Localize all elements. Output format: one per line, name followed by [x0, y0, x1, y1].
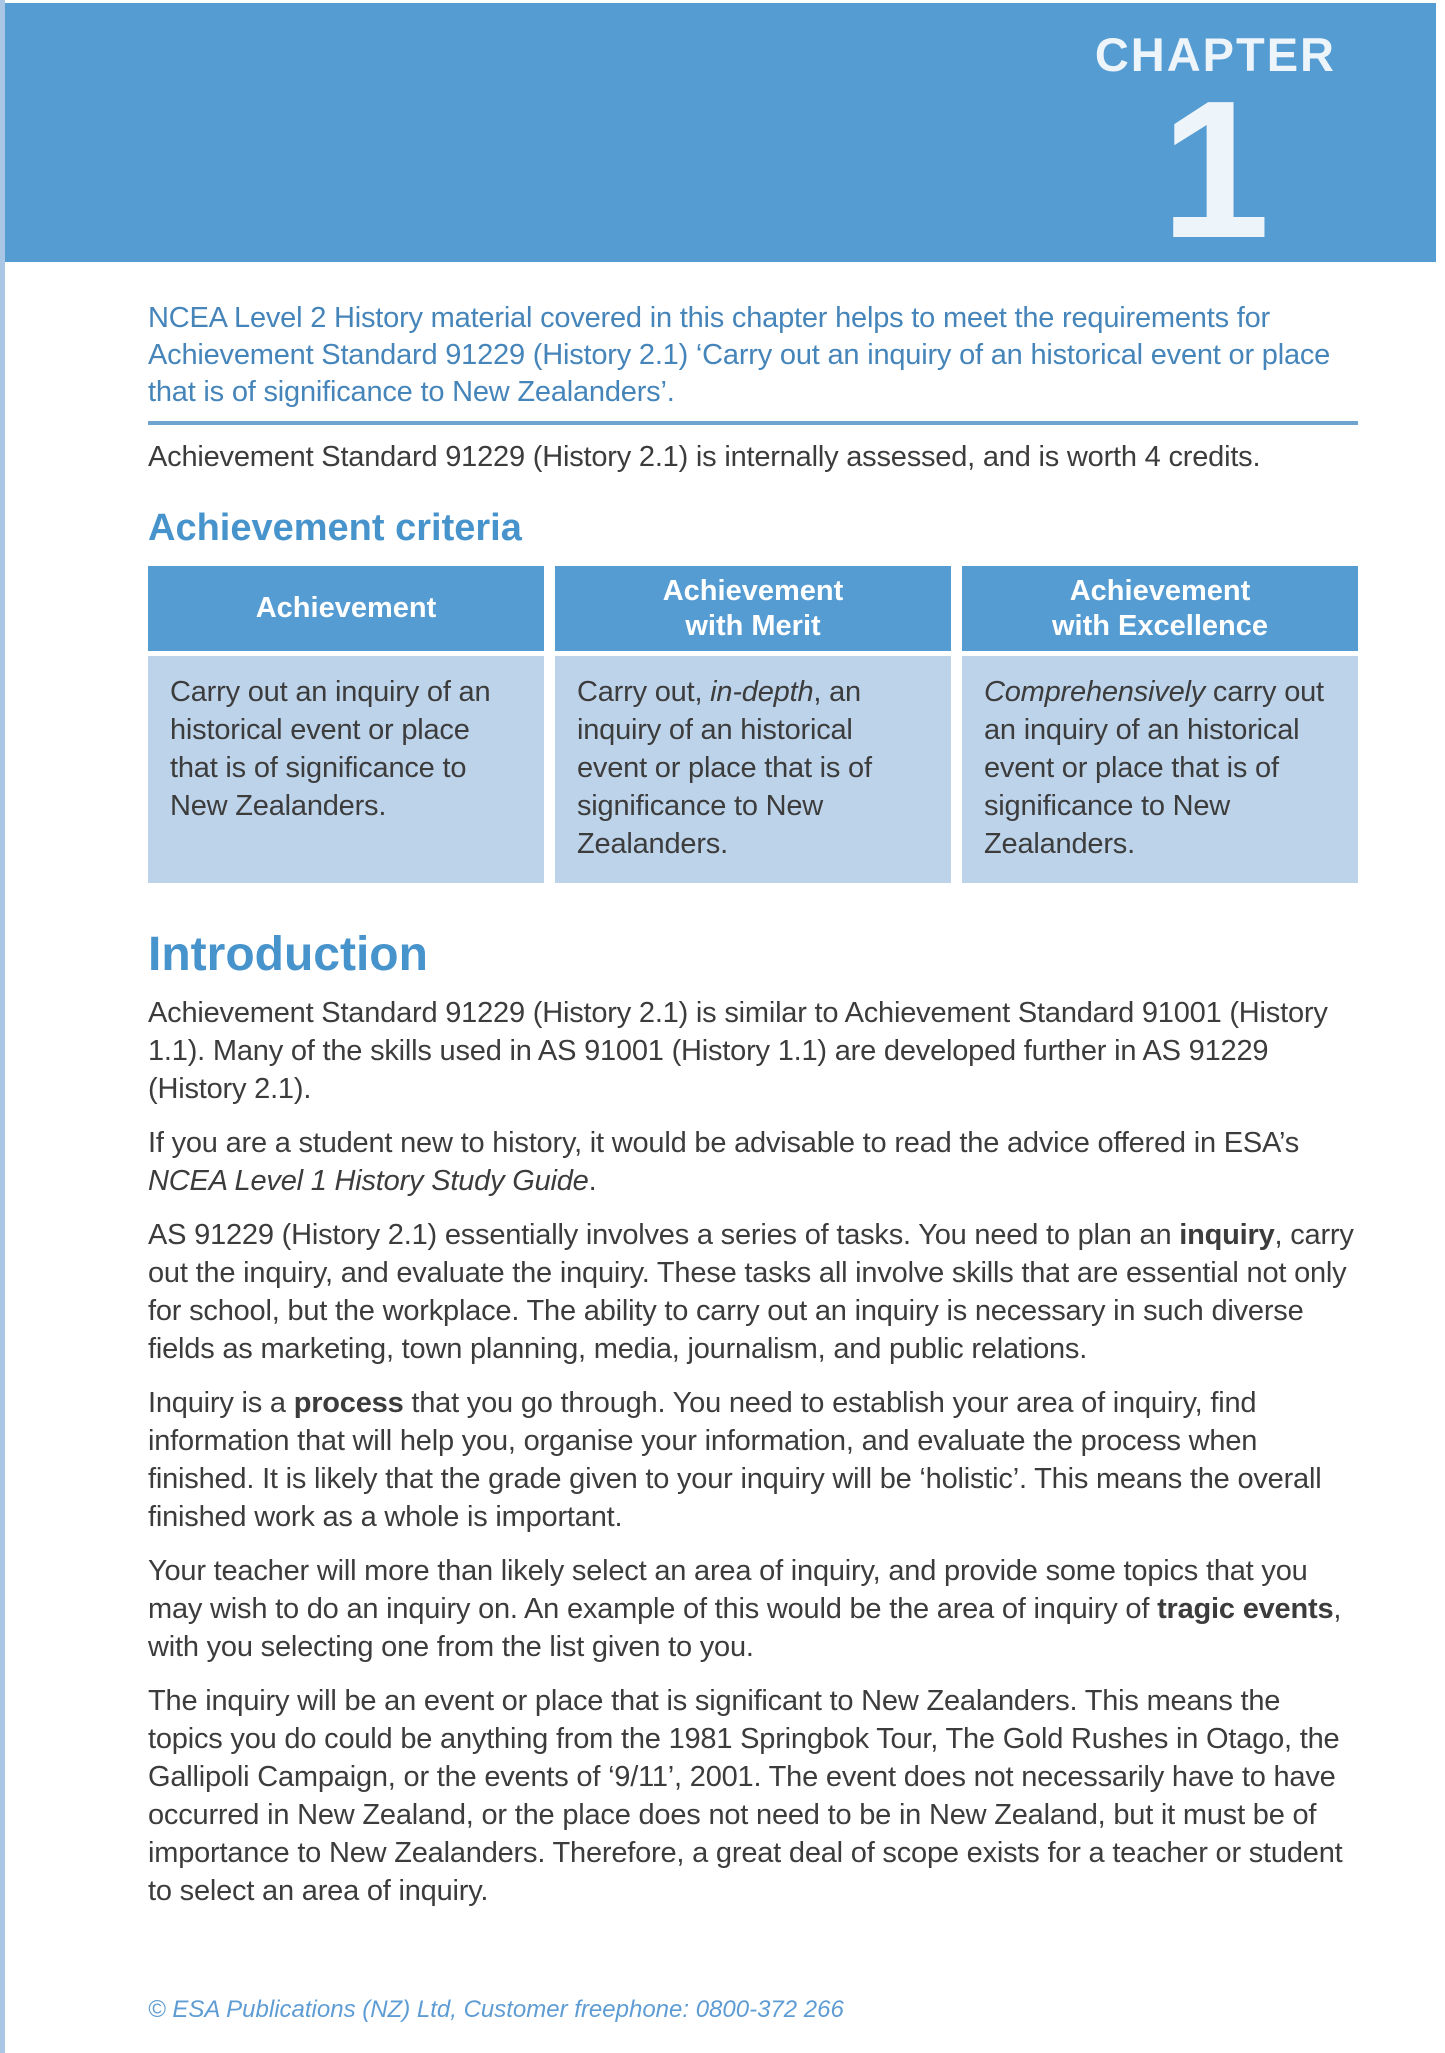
chapter-banner [0, 3, 1436, 279]
body-paragraph: AS 91229 (History 2.1) essentially involves a series of tasks. You need to plan an inquiry, carry out the inquiry, and evaluate the inquiry. These tasks all involve skills that are essential not only for school, but the workplace. The ability to carry out an inquiry is necessary in such diverse fields as marketing, town planning, media, journalism, and public relations. [148, 1219, 1354, 1365]
criteria-body-cell: Carry out, in-depth, an inquiry of an historical event or place that is of significance to New Zealanders. [555, 656, 951, 883]
body-paragraph: The inquiry will be an event or place that is significant to New Zealanders. This means the topics you do could be anything from the 1981 Springbok Tour, The Gold Rushes in Otago, the Gallipoli Campaign, or the events of ‘9/11’, 2001. The event does not necessarily have to have occurred in New Zealand, or the place does not need to be in New Zealand, but it must be of importance to New Zealanders. Therefore, a great deal of scope exists for a teacher or student to select an area of inquiry. [148, 1685, 1343, 1907]
introduction-heading: Introduction [148, 928, 428, 981]
page-content [148, 300, 1358, 1910]
body-paragraph: Achievement Standard 91229 (History 2.1) is similar to Achievement Standard 91001 (History 1.1). Many of the skills used in AS 91001 (History 1.1) are developed further in AS 91229 (History 2.1). [148, 997, 1328, 1105]
credits-line: Achievement Standard 91229 (History 2.1) is internally assessed, and is worth 4 credits. [148, 441, 1261, 473]
achievement-criteria-table [148, 566, 1358, 883]
criteria-body-cell: Carry out an inquiry of an historical event or place that is of significance to New Zealanders. [148, 656, 544, 883]
chapter-banner-text [1094, 28, 1336, 279]
publisher-footer: © ESA Publications (NZ) Ltd, Customer freephone: 0800-372 266 [148, 1996, 844, 2023]
divider-rule [148, 421, 1358, 425]
introduction-paragraphs [148, 994, 1358, 1910]
criteria-header-cell: Achievement with Merit [555, 566, 951, 651]
criteria-header-cell: Achievement [148, 566, 544, 651]
body-paragraph: Your teacher will more than likely select an area of inquiry, and provide some topics that you may wish to do an inquiry on. An example of this would be the area of inquiry of tragic events, with you selecting one from the list given to you. [148, 1555, 1342, 1663]
standard-requirements-note: NCEA Level 2 History material covered in this chapter helps to meet the requirements for Achievement Standard 91229 (History 2.1) ‘Carry out an inquiry of an historical event or place that is of significance to New Zealanders’. [148, 302, 1331, 408]
left-accent-strip [0, 0, 5, 2053]
criteria-body-cell: Comprehensively carry out an inquiry of an historical event or place that is of significance to New Zealanders. [962, 656, 1358, 883]
criteria-header-cell: Achievement with Excellence [962, 566, 1358, 651]
achievement-criteria-heading: Achievement criteria [148, 507, 522, 549]
body-paragraph: Inquiry is a process that you go through. You need to establish your area of inquiry, find information that will help you, organise your information, and evaluate the process when finished. It is likely that the grade given to your inquiry will be ‘holistic’. This means the overall finished work as a whole is important. [148, 1387, 1322, 1533]
chapter-label: CHAPTER [1094, 28, 1336, 81]
chapter-number: 1 [1160, 60, 1270, 279]
body-paragraph: If you are a student new to history, it would be advisable to read the advice offered in ESA’s NCEA Level 1 History Study Guide. [148, 1127, 1300, 1197]
